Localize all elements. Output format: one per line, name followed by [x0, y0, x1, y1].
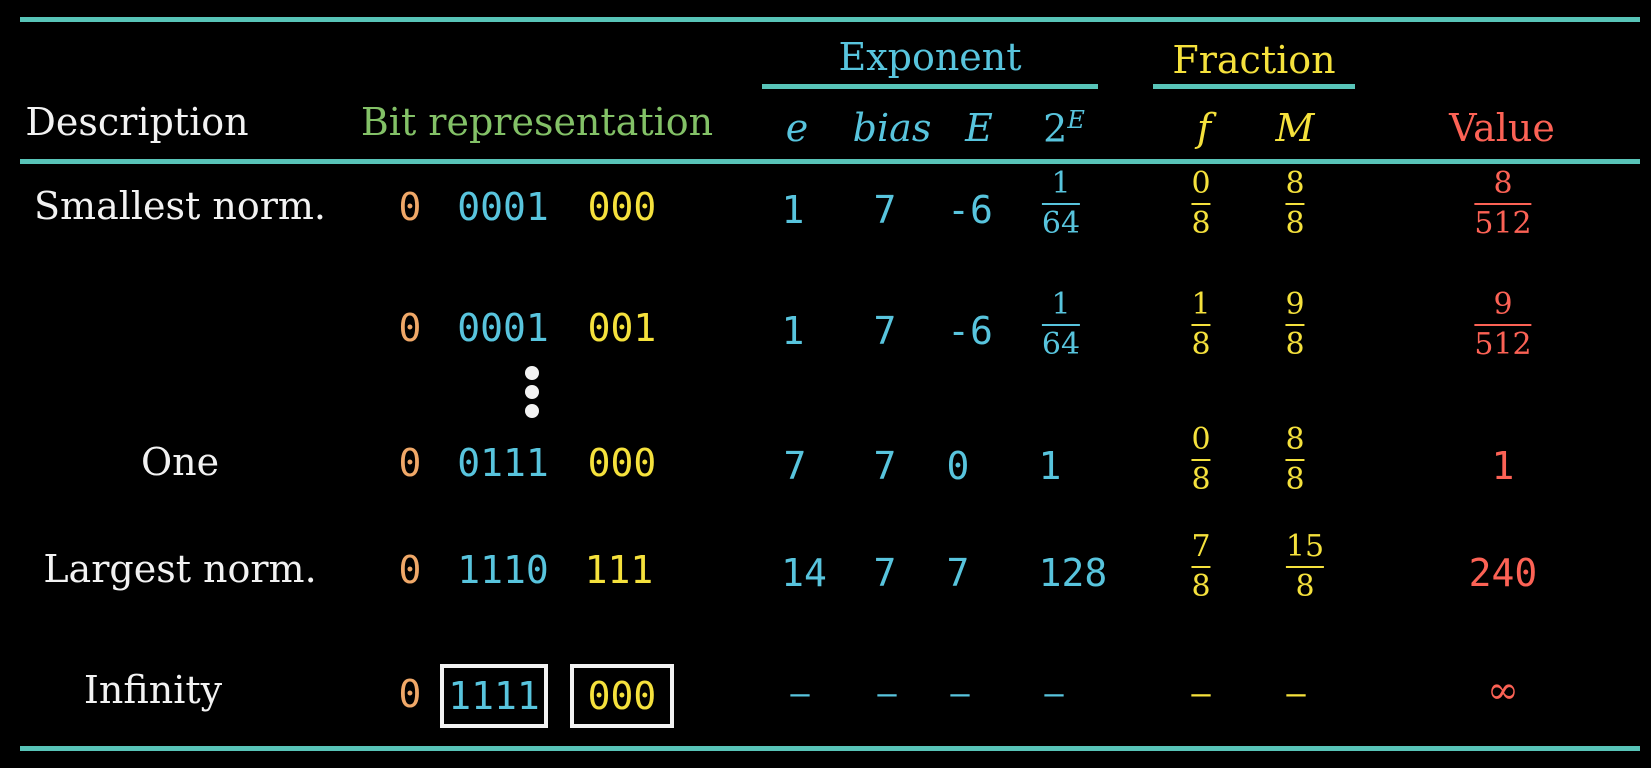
- row-3-frac-bits: 000: [587, 441, 657, 485]
- row-1-exp-bits: 0001: [457, 185, 549, 229]
- row-2-E: -6: [947, 309, 993, 353]
- row-2-value: 9 512: [1474, 287, 1532, 362]
- row-2-f: 1 8: [1191, 287, 1211, 362]
- row-5-f: –: [1191, 674, 1211, 712]
- row-1-E: -6: [947, 188, 993, 232]
- row-5-bias: –: [877, 674, 897, 712]
- row-3-twoE: 1: [1038, 444, 1062, 488]
- row-4-sign: 0: [398, 548, 422, 592]
- row-2-exp-bits: 0001: [457, 306, 549, 350]
- row-4-twoE: 128: [1038, 551, 1108, 595]
- value-header: Value: [1449, 106, 1555, 150]
- e-header: e: [785, 106, 809, 150]
- description-header: Description: [25, 100, 249, 144]
- bias-header: bias: [852, 106, 932, 150]
- row-4-value: 240: [1468, 551, 1538, 595]
- row-4-frac-bits: 111: [584, 548, 654, 592]
- row-5-E: –: [950, 674, 970, 712]
- row-3-exp-bits: 0111: [457, 441, 549, 485]
- E-header: E: [965, 106, 993, 150]
- row-1-f: 0 8: [1191, 166, 1211, 241]
- row-2-M: 9 8: [1285, 287, 1305, 362]
- row-1-sign: 0: [398, 185, 422, 229]
- row-3-M: 8 8: [1285, 422, 1305, 497]
- row-4-E: 7: [946, 551, 970, 595]
- row-2-bias: 7: [873, 309, 897, 353]
- row-3-value: 1: [1491, 444, 1515, 488]
- row-2-twoE: 1 64: [1041, 287, 1081, 362]
- row-2-frac-bits: 001: [587, 306, 657, 350]
- top-rule: [20, 17, 1640, 22]
- bottom-rule: [20, 746, 1640, 751]
- row-5-description: Infinity: [83, 668, 223, 712]
- row-1-twoE: 1 64: [1041, 166, 1081, 241]
- row-2-sign: 0: [398, 306, 422, 350]
- row-5-frac-bits-box: 000: [570, 664, 674, 728]
- row-1-M: 8 8: [1285, 166, 1305, 241]
- row-2-e: 1: [781, 309, 805, 353]
- row-5-twoE: –: [1044, 674, 1064, 712]
- row-4-bias: 7: [873, 551, 897, 595]
- row-5-value: ∞: [1487, 668, 1519, 712]
- row-5-M: –: [1286, 674, 1306, 712]
- row-3-f: 0 8: [1191, 422, 1211, 497]
- row-3-description: One: [140, 440, 220, 484]
- row-1-description: Smallest norm.: [34, 184, 326, 228]
- bits-header: Bit representation: [360, 100, 714, 144]
- row-1-value: 8 512: [1474, 166, 1532, 241]
- header-rule: [20, 159, 1640, 164]
- f-header: f: [1196, 106, 1212, 150]
- row-3-e: 7: [783, 444, 807, 488]
- exponent-group-rule: [762, 84, 1098, 89]
- row-4-exp-bits: 1110: [457, 548, 549, 592]
- ellipsis-dot-bottom: [525, 404, 539, 418]
- row-3-bias: 7: [873, 444, 897, 488]
- row-1-e: 1: [781, 188, 805, 232]
- row-3-sign: 0: [398, 441, 422, 485]
- two-E-header: $2^E$: [1043, 106, 1085, 151]
- row-4-e: 14: [781, 551, 827, 595]
- ellipsis-dot-top: [525, 366, 539, 380]
- row-1-bias: 7: [873, 188, 897, 232]
- row-5-sign: 0: [398, 672, 422, 716]
- row-4-description: Largest norm.: [43, 547, 317, 591]
- fraction-group-header: Fraction: [1172, 38, 1336, 82]
- row-4-M: 15 8: [1285, 529, 1325, 604]
- fraction-group-rule: [1153, 84, 1355, 89]
- row-3-E: 0: [946, 444, 970, 488]
- ellipsis-dot-middle: [525, 385, 539, 399]
- M-header: M: [1275, 106, 1315, 150]
- row-1-frac-bits: 000: [587, 185, 657, 229]
- exponent-group-header: Exponent: [838, 35, 1022, 79]
- row-5-exp-bits-box: 1111: [440, 664, 548, 728]
- row-5-e: –: [790, 674, 810, 712]
- row-4-f: 7 8: [1191, 529, 1211, 604]
